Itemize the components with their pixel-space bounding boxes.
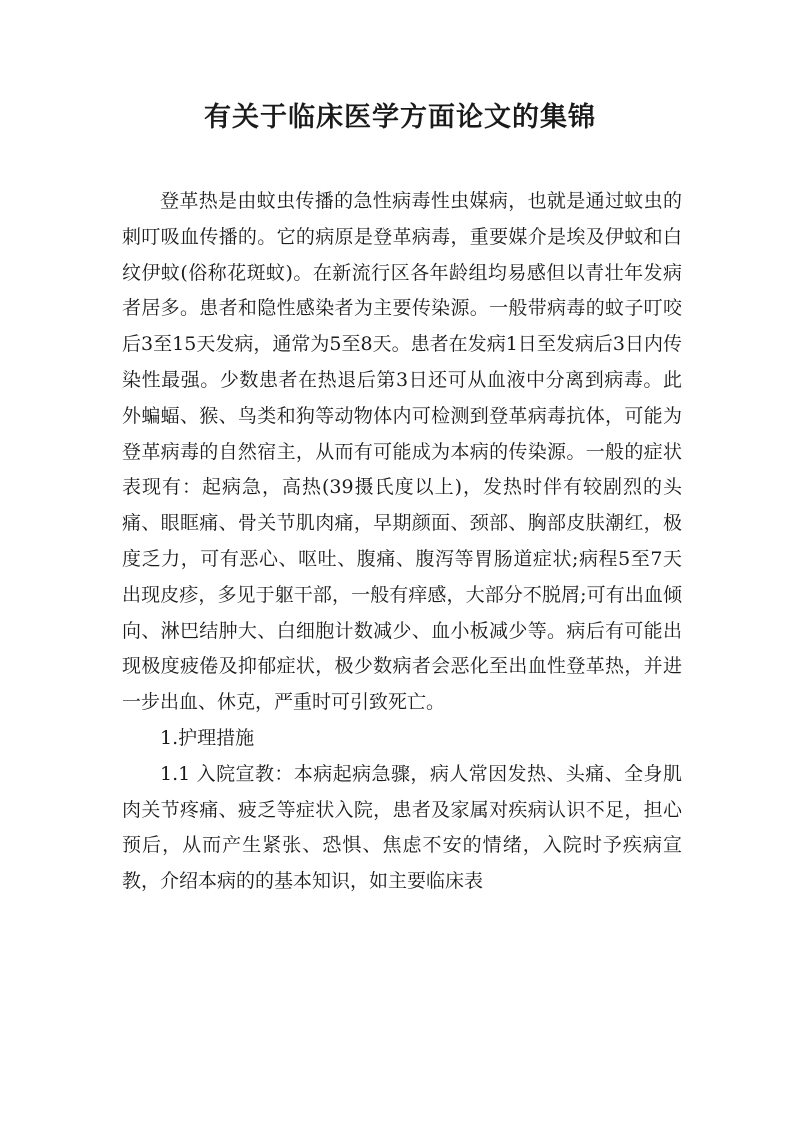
paragraph-admission-education: 1.1 入院宣教：本病起病急骤，病人常因发热、头痛、全身肌肉关节疼痛、疲乏等症状入院，患者及家属对疾病认识不足，担心预后，从而产生紧张、恐惧、焦虑不安的情绪，入院时予疾病宣教，介绍本病的的基本知识，如主要临床表 xyxy=(122,762,682,893)
section-heading-nursing-measures: 1.护理措施 xyxy=(160,726,255,749)
document-body xyxy=(122,184,682,900)
paragraph-dengue-overview: 登革热是由蚊虫传播的急性病毒性虫媒病，也就是通过蚊虫的刺叮吸血传播的。它的病原是登革病毒，重要媒介是埃及伊蚊和白纹伊蚊(俗称花斑蚊)。在新流行区各年龄组均易感但以青壮年发病者居多。患者和隐性感染者为主要传染源。一般带病毒的蚊子叮咬后3至15天发病，通常为5至8天。患者在发病1日至发病后3日内传染性最强。少数患者在热退后第3日还可从血液中分离到病毒。此外蝙蝠、猴、鸟类和狗等动物体内可检测到登革病毒抗体，可能为登革病毒的自然宿主，从而有可能成为本病的传染源。一般的症状表现有：起病急，高热(39摄氏度以上)，发热时伴有较剧烈的头痛、眼眶痛、骨关节肌肉痛，早期颜面、颈部、胸部皮肤潮红，极度乏力，可有恶心、呕吐、腹痛、腹泻等胃肠道症状;病程5至7天出现皮疹，多见于躯干部，一般有痒感，大部分不脱屑;可有出血倾向、淋巴结肿大、白细胞计数减少、血小板减少等。病后有可能出现极度疲倦及抑郁症状，极少数病者会恶化至出血性登革热，并进一步出血、休克，严重时可引致死亡。 xyxy=(122,190,682,714)
document-title: 有关于临床医学方面论文的集锦 xyxy=(204,102,596,133)
